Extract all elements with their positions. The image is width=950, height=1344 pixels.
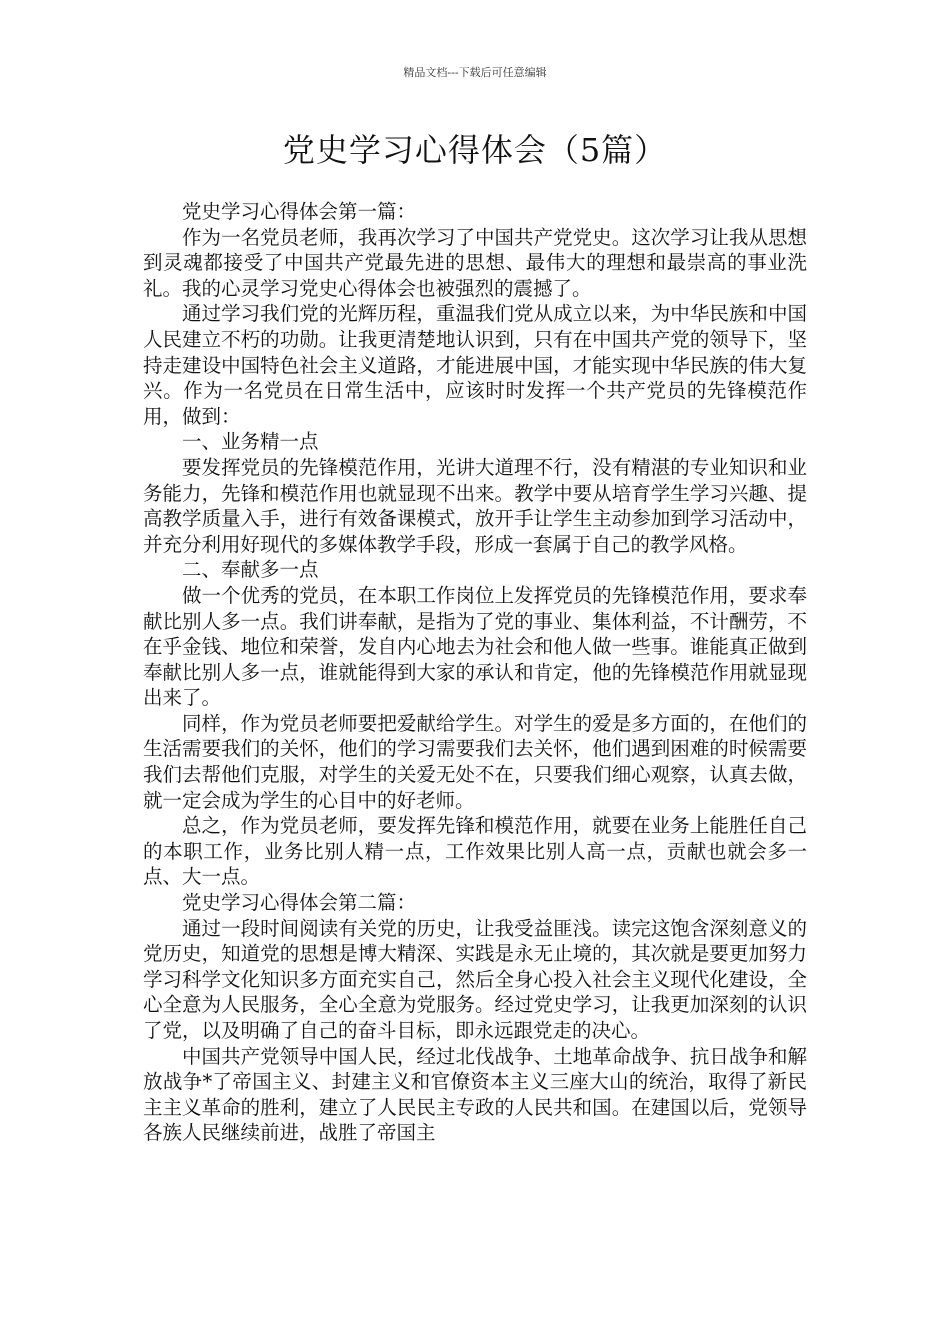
section-heading-2: 党史学习心得体会第二篇： (182, 891, 417, 915)
page-header: 精品文档---下载后可任意编辑 (403, 66, 547, 79)
paragraph: 作为一名党员老师，我再次学习了中国共产党党史。这次学习让我从思想到灵魂都接受了中国共产党最先进的思想、最伟大的理想和最崇高的事业洗礼。我的心灵学习党史心得体会也被强烈的震撼了。 (143, 225, 807, 300)
paragraph: 要发挥党员的先锋模范作用，光讲大道理不行，没有精湛的专业知识和业务能力，先锋和模范作用也就显现不出来。教学中要从培育学生学习兴趣、提高教学质量入手，进行有效备课模式，放开手让学生主动参加到学习活动中，并充分利用好现代的多媒体教学手段，形成一套属于自己的教学风格。 (143, 455, 807, 556)
paragraph: 中国共产党领导中国人民，经过北伐战争、土地革命战争、抗日战争和解放战争*了帝国主义、封建主义和官僚资本主义三座大山的统治，取得了新民主主义革命的胜利，建立了人民民主专政的人民共和国。在建国以后，党领导各族人民继续前进，战胜了帝国主 (143, 1044, 807, 1145)
paragraph: 总之，作为党员老师，要发挥先锋和模范作用，就要在业务上能胜任自己的本职工作，业务比别人精一点，工作效果比别人高一点，贡献也就会多一点、大一点。 (143, 814, 807, 889)
document-body (143, 199, 807, 1146)
paragraph: 通过学习我们党的光辉历程，重温我们党从成立以来，为中华民族和中国人民建立不朽的功勋。让我更清楚地认识到，只有在中国共产党的领导下，坚持走建设中国特色社会主义道路，才能进展中国，才能实现中华民族的伟大复兴。作为一名党员在日常生活中，应该时时发挥一个共产党员的先锋模范作用，做到： (143, 302, 807, 428)
paragraph: 同样，作为党员老师要把爱献给学生。对学生的爱是多方面的，在他们的生活需要我们的关怀，他们的学习需要我们去关怀，他们遇到困难的时候需要我们去帮他们克服，对学生的关爱无处不在，只要我们细心观察，认真去做，就一定会成为学生的心目中的好老师。 (143, 711, 807, 812)
document-title: 党史学习心得体会（5篇） (282, 131, 668, 169)
paragraph: 做一个优秀的党员，在本职工作岗位上发挥党员的先锋模范作用，要求奉献比别人多一点。我们讲奉献，是指为了党的事业、集体利益，不计酬劳，不在乎金钱、地位和荣誉，发自内心地去为社会和他人做一些事。谁能真正做到奉献比别人多一点，谁就能得到大家的承认和肯定，他的先锋模范作用就显现出来了。 (143, 583, 807, 710)
subheading-2: 二、奉献多一点 (182, 558, 319, 582)
subheading-1: 一、业务精一点 (182, 430, 319, 454)
paragraph: 通过一段时间阅读有关党的历史，让我受益匪浅。读完这饱含深刻意义的党历史，知道党的思想是博大精深、实践是永无止境的，其次就是要更加努力学习科学文化知识多方面充实自己，然后全身心投入社会主义现代化建设，全心全意为人民服务，全心全意为党服务。经过党史学习，让我更加深刻的认识了党，以及明确了自己的奋斗目标，即永远跟党走的决心。 (143, 916, 807, 1042)
section-heading-1: 党史学习心得体会第一篇： (182, 200, 417, 223)
